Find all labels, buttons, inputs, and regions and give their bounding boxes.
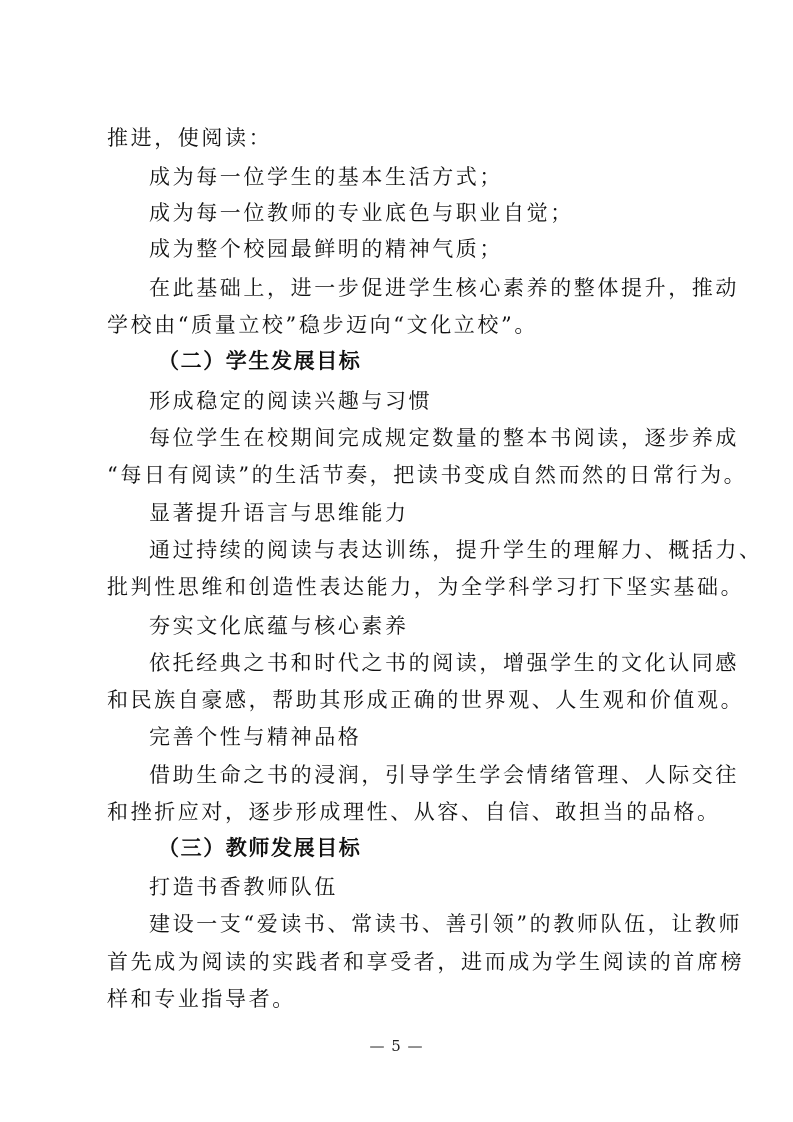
section-heading: （三）教师发展目标 [158,835,362,860]
paragraph-line: 和挫折应对，逐步形成理性、从容、自信、敢担当的品格。 [107,800,721,824]
paragraph-line: 借助生命之书的浸润，引导学生学会情绪管理、人际交往 [149,763,739,787]
paragraph-line: 学校由“质量立校”稳步迈向“文化立校”。 [107,313,538,337]
paragraph-line: 建设一支“爱读书、常读书、善引领”的教师队伍，让教师 [149,912,743,936]
subheading: 完善个性与精神品格 [149,725,362,749]
paragraph-line: 首先成为阅读的实践者和享受者，进而成为学生阅读的首席榜 [107,950,745,974]
paragraph-line: “每日有阅读”的生活节奏，把读书变成自然而然的日常行为。 [107,463,748,487]
paragraph-line: 批判性思维和创造性表达能力，为全学科学习打下坚实基础。 [107,575,745,599]
paragraph-line: 成为每一位学生的基本生活方式； [149,165,503,189]
page-number: — 5 — [369,1037,424,1055]
paragraph-line: 成为每一位教师的专业底色与职业自觉； [149,201,574,225]
paragraph-line: 依托经典之书和时代之书的阅读，增强学生的文化认同感 [149,651,739,675]
paragraph-line: 每位学生在校期间完成规定数量的整本书阅读，逐步养成 [149,426,739,450]
subheading: 显著提升语言与思维能力 [149,501,409,525]
paragraph-line: 在此基础上，进一步促进学生核心素养的整体提升，推动 [149,276,739,300]
paragraph-line: 和民族自豪感，帮助其形成正确的世界观、人生观和价值观。 [107,688,745,712]
subheading: 夯实文化底蕴与核心素养 [149,614,409,638]
paragraph-line: 样和专业指导者。 [107,987,296,1011]
subheading: 打造书香教师队伍 [149,875,338,899]
subheading: 形成稳定的阅读兴趣与习惯 [149,389,433,413]
paragraph-line: 通过持续的阅读与表达训练，提升学生的理解力、概括力、 [149,538,763,562]
section-heading: （二）学生发展目标 [158,348,362,373]
paragraph-line: 成为整个校园最鲜明的精神气质； [149,237,503,261]
paragraph-line: 推进，使阅读： [107,126,273,150]
